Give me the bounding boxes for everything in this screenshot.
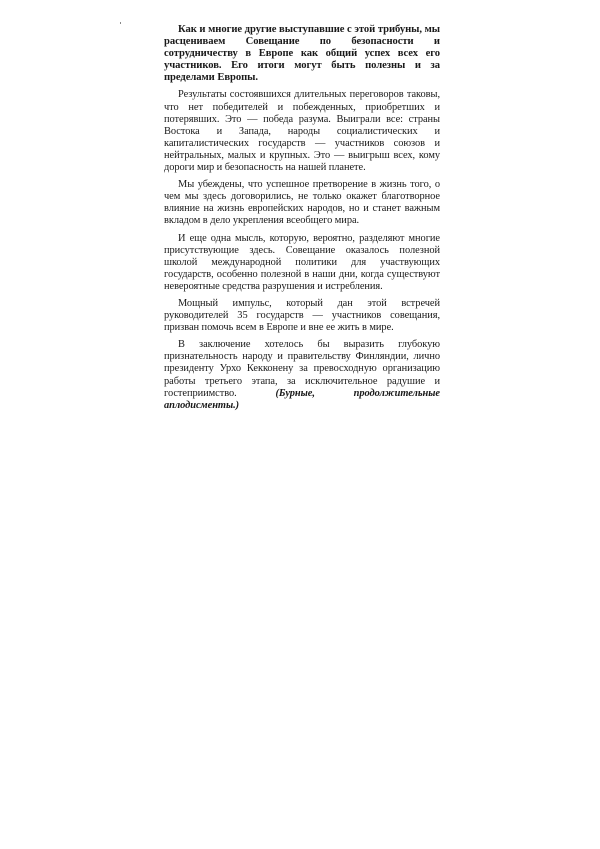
paragraph-4: И еще одна мысль, которую, вероятно, разделяют многие присутствующие здесь. Совещание оказалось полезной школой международной политики для участвующих государств, особенно полезной в наши дни, когда существуют невероятные средства разрушения и истребления. bbox=[164, 232, 440, 292]
scan-speck bbox=[120, 22, 121, 24]
paragraph-6 bbox=[164, 339, 440, 412]
paragraph-5: Мощный импульс, который дан этой встречей руководителей 35 государств — участников совещания, призван помочь всем в Европе и вне ее жить в мире. bbox=[164, 297, 440, 334]
paragraph-2: Результаты состоявшихся длительных переговоров таковы, что нет победителей и побежденных, приобретших и потерявших. Это — победа разума. Выиграли все: страны Востока и Запада, народы социалистических и капиталистических государств — участников союзов и нейтральных, малых и крупных. Это — выигрыш всех, кому дороги мир и безопасность на нашей планете. bbox=[164, 89, 440, 174]
paragraph-3: Мы убеждены, что успешное претворение в жизнь того, о чем мы здесь договорились, не только окажет благотворное влияние на жизнь европейских народов, но и станет важным вкладом в дело укрепления всеобщего мира. bbox=[164, 179, 440, 227]
closing-text: В заключение хотелось бы выразить глубокую признательность народу и правительству Финляндии, лично президенту Урхо Кекконену за превосходную организацию работы третьего этапа, за исключительное радушие и гостеприимство. bbox=[164, 339, 440, 399]
paragraph-1: Как и многие другие выступавшие с этой трибуны, мы расцениваем Совещание по безопасности и сотрудничеству в Европе как общий успех всех его участников. Его итоги могут быть полезны и за пределами Европы. bbox=[164, 24, 440, 84]
applause-note: (Бурные, продолжительные аплодисменты.) bbox=[164, 387, 440, 411]
text-column bbox=[164, 24, 440, 417]
